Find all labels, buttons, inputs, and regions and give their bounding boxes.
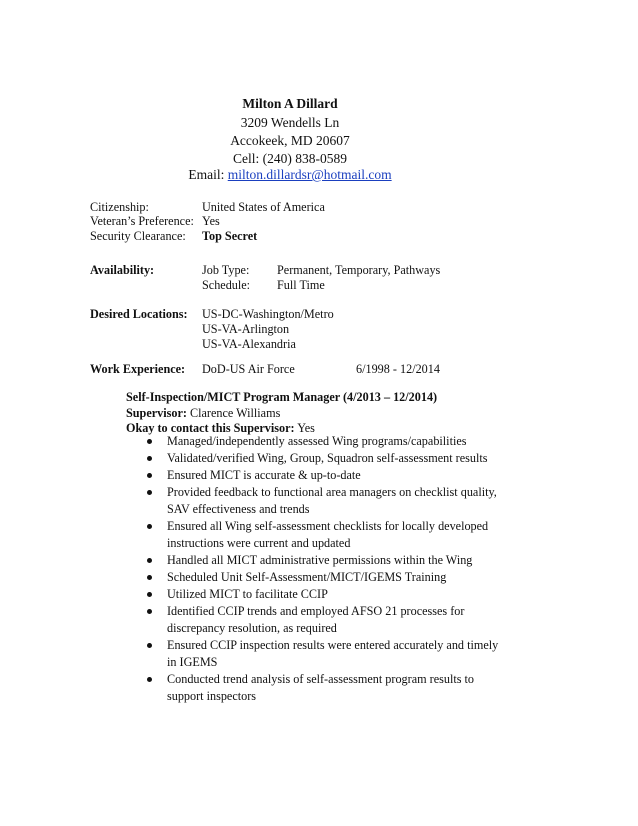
email-link[interactable]: milton.dillardsr@hotmail.com <box>227 167 392 182</box>
list-item: Scheduled Unit Self-Assessment/MICT/IGEMS Training <box>140 569 500 586</box>
veteran-value: Yes <box>202 214 220 228</box>
schedule-value: Full Time <box>277 278 325 292</box>
list-item: Ensured all Wing self-assessment checklists for locally developed instructions were current and updated <box>140 518 500 552</box>
supervisor-label: Supervisor: <box>126 406 187 420</box>
citizenship-label: Citizenship: <box>90 200 149 214</box>
clearance-value: Top Secret <box>202 229 258 243</box>
bullet-icon <box>147 677 152 682</box>
bullet-icon <box>147 575 152 580</box>
clearance-label: Security Clearance: <box>90 229 186 243</box>
list-item: Handled all MICT administrative permissions within the Wing <box>140 552 500 569</box>
bullet-icon <box>147 592 152 597</box>
employment-dates: 6/1998 - 12/2014 <box>356 362 440 376</box>
bullet-icon <box>147 456 152 461</box>
email-label: Email: <box>188 167 228 182</box>
job-type-label: Job Type: <box>202 263 250 277</box>
duties-list <box>140 433 500 705</box>
contact-value: Yes <box>294 421 315 435</box>
bullet-icon <box>147 558 152 563</box>
veteran-label: Veteran’s Preference: <box>90 214 194 228</box>
locations-label: Desired Locations: <box>90 307 188 321</box>
availability-label: Availability: <box>90 263 155 277</box>
list-item: Conducted trend analysis of self-assessment program results to support inspectors <box>140 671 500 705</box>
location-item: US-DC-Washington/Metro <box>202 307 334 321</box>
cell-phone: Cell: (240) 838-0589 <box>233 151 347 166</box>
location-item: US-VA-Alexandria <box>202 337 296 351</box>
job-type-value: Permanent, Temporary, Pathways <box>277 263 441 277</box>
bullet-icon <box>147 439 152 444</box>
location-item: US-VA-Arlington <box>202 322 290 336</box>
citizenship-value: United States of America <box>202 200 325 214</box>
list-item: Ensured MICT is accurate & up-to-date <box>140 467 500 484</box>
bullet-icon <box>147 473 152 478</box>
bullet-icon <box>147 609 152 614</box>
contact-label: Okay to contact this Supervisor: <box>126 421 295 435</box>
work-experience-label: Work Experience: <box>90 362 186 376</box>
schedule-label: Schedule: <box>202 278 251 292</box>
street-address: 3209 Wendells Ln <box>240 115 340 130</box>
list-item: Utilized MICT to facilitate CCIP <box>140 586 500 603</box>
list-item: Validated/verified Wing, Group, Squadron self-assessment results <box>140 450 500 467</box>
list-item: Identified CCIP trends and employed AFSO 21 processes for discrepancy resolution, as required <box>140 603 500 637</box>
applicant-name: Milton A Dillard <box>242 96 338 111</box>
city-state-zip: Accokeek, MD 20607 <box>230 133 350 148</box>
job-title: Self-Inspection/MICT Program Manager (4/2013 – 12/2014) <box>126 390 438 404</box>
list-item: Ensured CCIP inspection results were entered accurately and timely in IGEMS <box>140 637 500 671</box>
bullet-icon <box>147 524 152 529</box>
list-item: Provided feedback to functional area managers on checklist quality, SAV effectiveness and trends <box>140 484 500 518</box>
email-line <box>0 165 580 185</box>
bullet-icon <box>147 490 152 495</box>
list-item: Managed/independently assessed Wing programs/capabilities <box>140 433 500 450</box>
bullet-icon <box>147 643 152 648</box>
supervisor-name: Clarence Williams <box>186 406 281 420</box>
employer: DoD-US Air Force <box>202 362 295 376</box>
